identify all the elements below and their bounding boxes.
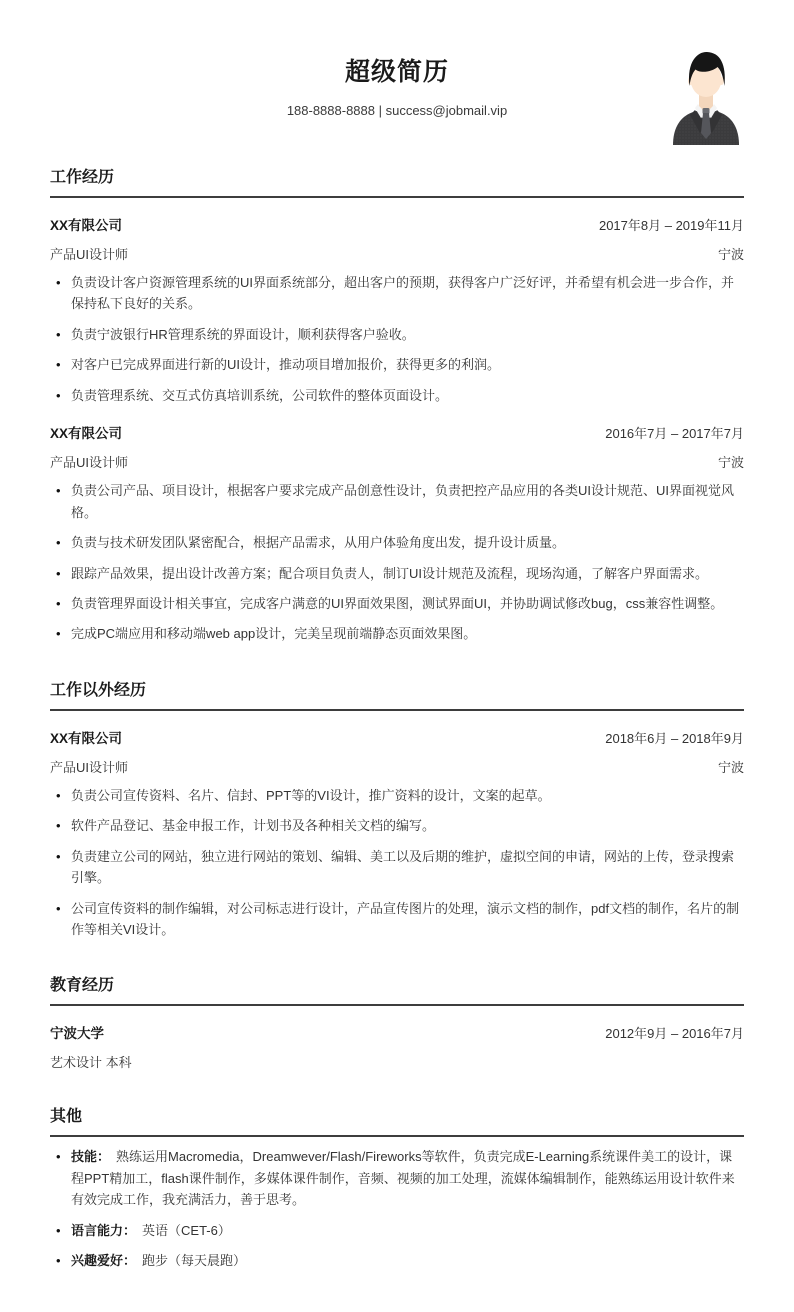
work-entry xyxy=(50,214,744,406)
section-heading: 工作以外经历 xyxy=(50,677,744,711)
item-text: 熟练运用Macromedia，Dreamwever/Flash/Fireworks等软件，负责完成E-Learning系统课件美工的设计，课程PPT精加工，flash课件制作，多媒体课件制作，音频、视频的加工处理，流媒体编辑制作，能熟练运用设计软件来有效完成工作，我充满活力，善于思考。 xyxy=(71,1149,735,1208)
bullet-item: • 负责与技术研发团队紧密配合，根据产品需求，从用户体验角度出发，提升设计质量。 xyxy=(50,532,744,553)
school-name: 宁波大学 xyxy=(50,1026,104,1042)
section-extra-experience xyxy=(50,677,744,941)
page-title: 超级简历 xyxy=(344,58,449,86)
section-heading: 教育经历 xyxy=(50,972,744,1006)
hobby-item xyxy=(50,1250,744,1271)
job-title: 产品UI设计师 xyxy=(50,759,129,775)
bullet-list xyxy=(50,272,744,406)
entry-subheader-row xyxy=(50,1052,744,1071)
section-heading: 其他 xyxy=(50,1103,744,1137)
bullet-list xyxy=(50,1146,744,1271)
item-label: 技能： xyxy=(71,1149,111,1165)
bullet-item: • 负责建立公司的网站，独立进行网站的策划、编辑、美工以及后期的维护，虚拟空间的申请，网站的上传，登录搜索引擎。 xyxy=(50,846,744,889)
avatar xyxy=(670,44,742,145)
work-entry xyxy=(50,422,744,645)
date-range: 2016年7月 – 2017年7月 xyxy=(605,426,744,442)
bullet-list xyxy=(50,785,744,941)
location: 宁波 xyxy=(717,455,744,471)
section-heading: 工作经历 xyxy=(50,164,744,198)
date-range: 2017年8月 – 2019年11月 xyxy=(598,218,744,233)
job-title: 产品UI设计师 xyxy=(50,247,129,262)
bullet-list xyxy=(50,480,744,645)
bullet-item: • 负责公司产品、项目设计，根据客户要求完成产品创意性设计，负责把控产品应用的各类UI设计规范、UI界面视觉风格。 xyxy=(50,480,744,523)
item-label: 语言能力： xyxy=(71,1222,137,1238)
language-item xyxy=(50,1220,744,1241)
item-text: 英语（CET-6） xyxy=(142,1222,231,1238)
location: 宁波 xyxy=(717,759,744,775)
date-range: 2018年6月 – 2018年9月 xyxy=(605,730,744,746)
entry-header-row xyxy=(50,214,744,234)
entry-subheader-row xyxy=(50,452,744,471)
bullet-item: • 公司宣传资料的制作编辑，对公司标志进行设计，产品宣传图片的处理，演示文档的制作，pdf文档的制作，名片的制作等相关VI设计。 xyxy=(50,898,744,941)
male-avatar-icon xyxy=(670,44,742,145)
job-title: 产品UI设计师 xyxy=(50,455,129,471)
bullet-item: • 负责管理界面设计相关事宜，完成客户满意的UI界面效果图，测试界面UI，并协助调试修改bug，css兼容性调整。 xyxy=(50,593,744,614)
bullet-item: • 负责设计客户资源管理系统的UI界面系统部分，超出客户的预期，获得客户广泛好评，并希望有机会进一步合作，并保持私下良好的关系。 xyxy=(50,272,744,315)
degree-major: 艺术设计 本科 xyxy=(50,1055,132,1071)
date-range: 2012年9月 – 2016年7月 xyxy=(605,1026,744,1042)
bullet-item: • 跟踪产品效果，提出设计改善方案；配合项目负责人，制订UI设计规范及流程，现场沟通，了解客户界面需求。 xyxy=(50,563,744,584)
section-work-experience xyxy=(50,164,744,645)
bullet-item: • 负责管理系统、交互式仿真培训系统，公司软件的整体页面设计。 xyxy=(50,385,744,406)
bullet-item: • 负责宁波银行HR管理系统的界面设计，顺利获得客户验收。 xyxy=(50,324,744,345)
section-education xyxy=(50,972,744,1071)
entry-subheader-row xyxy=(50,244,744,263)
extra-entry xyxy=(50,727,744,941)
item-label: 兴趣爱好： xyxy=(71,1253,137,1269)
bullet-item: • 软件产品登记、基金申报工作，计划书及各种相关文档的编写。 xyxy=(50,815,744,836)
bullet-item: • 对客户已完成界面进行新的UI设计，推动项目增加报价，获得更多的利润。 xyxy=(50,354,744,375)
entry-header-row xyxy=(50,1022,744,1042)
entry-header-row xyxy=(50,422,744,442)
bullet-item: • 负责公司宣传资料、名片、信封、PPT等的VI设计，推广资料的设计，文案的起草。 xyxy=(50,785,744,806)
company-name: XX有限公司 xyxy=(50,218,123,233)
entry-subheader-row xyxy=(50,757,744,776)
contact-line: 188-8888-8888 | success@jobmail.vip xyxy=(286,103,508,118)
resume-header xyxy=(50,52,744,118)
skill-item xyxy=(50,1146,744,1210)
location: 宁波 xyxy=(717,247,744,262)
company-name: XX有限公司 xyxy=(50,426,123,442)
section-other xyxy=(50,1103,744,1271)
entry-header-row xyxy=(50,727,744,747)
bullet-item: • 完成PC端应用和移动端web app设计，完美呈现前端静态页面效果图。 xyxy=(50,623,744,644)
item-text: 跑步（每天晨跑） xyxy=(142,1253,247,1269)
company-name: XX有限公司 xyxy=(50,730,123,746)
education-entry xyxy=(50,1022,744,1071)
